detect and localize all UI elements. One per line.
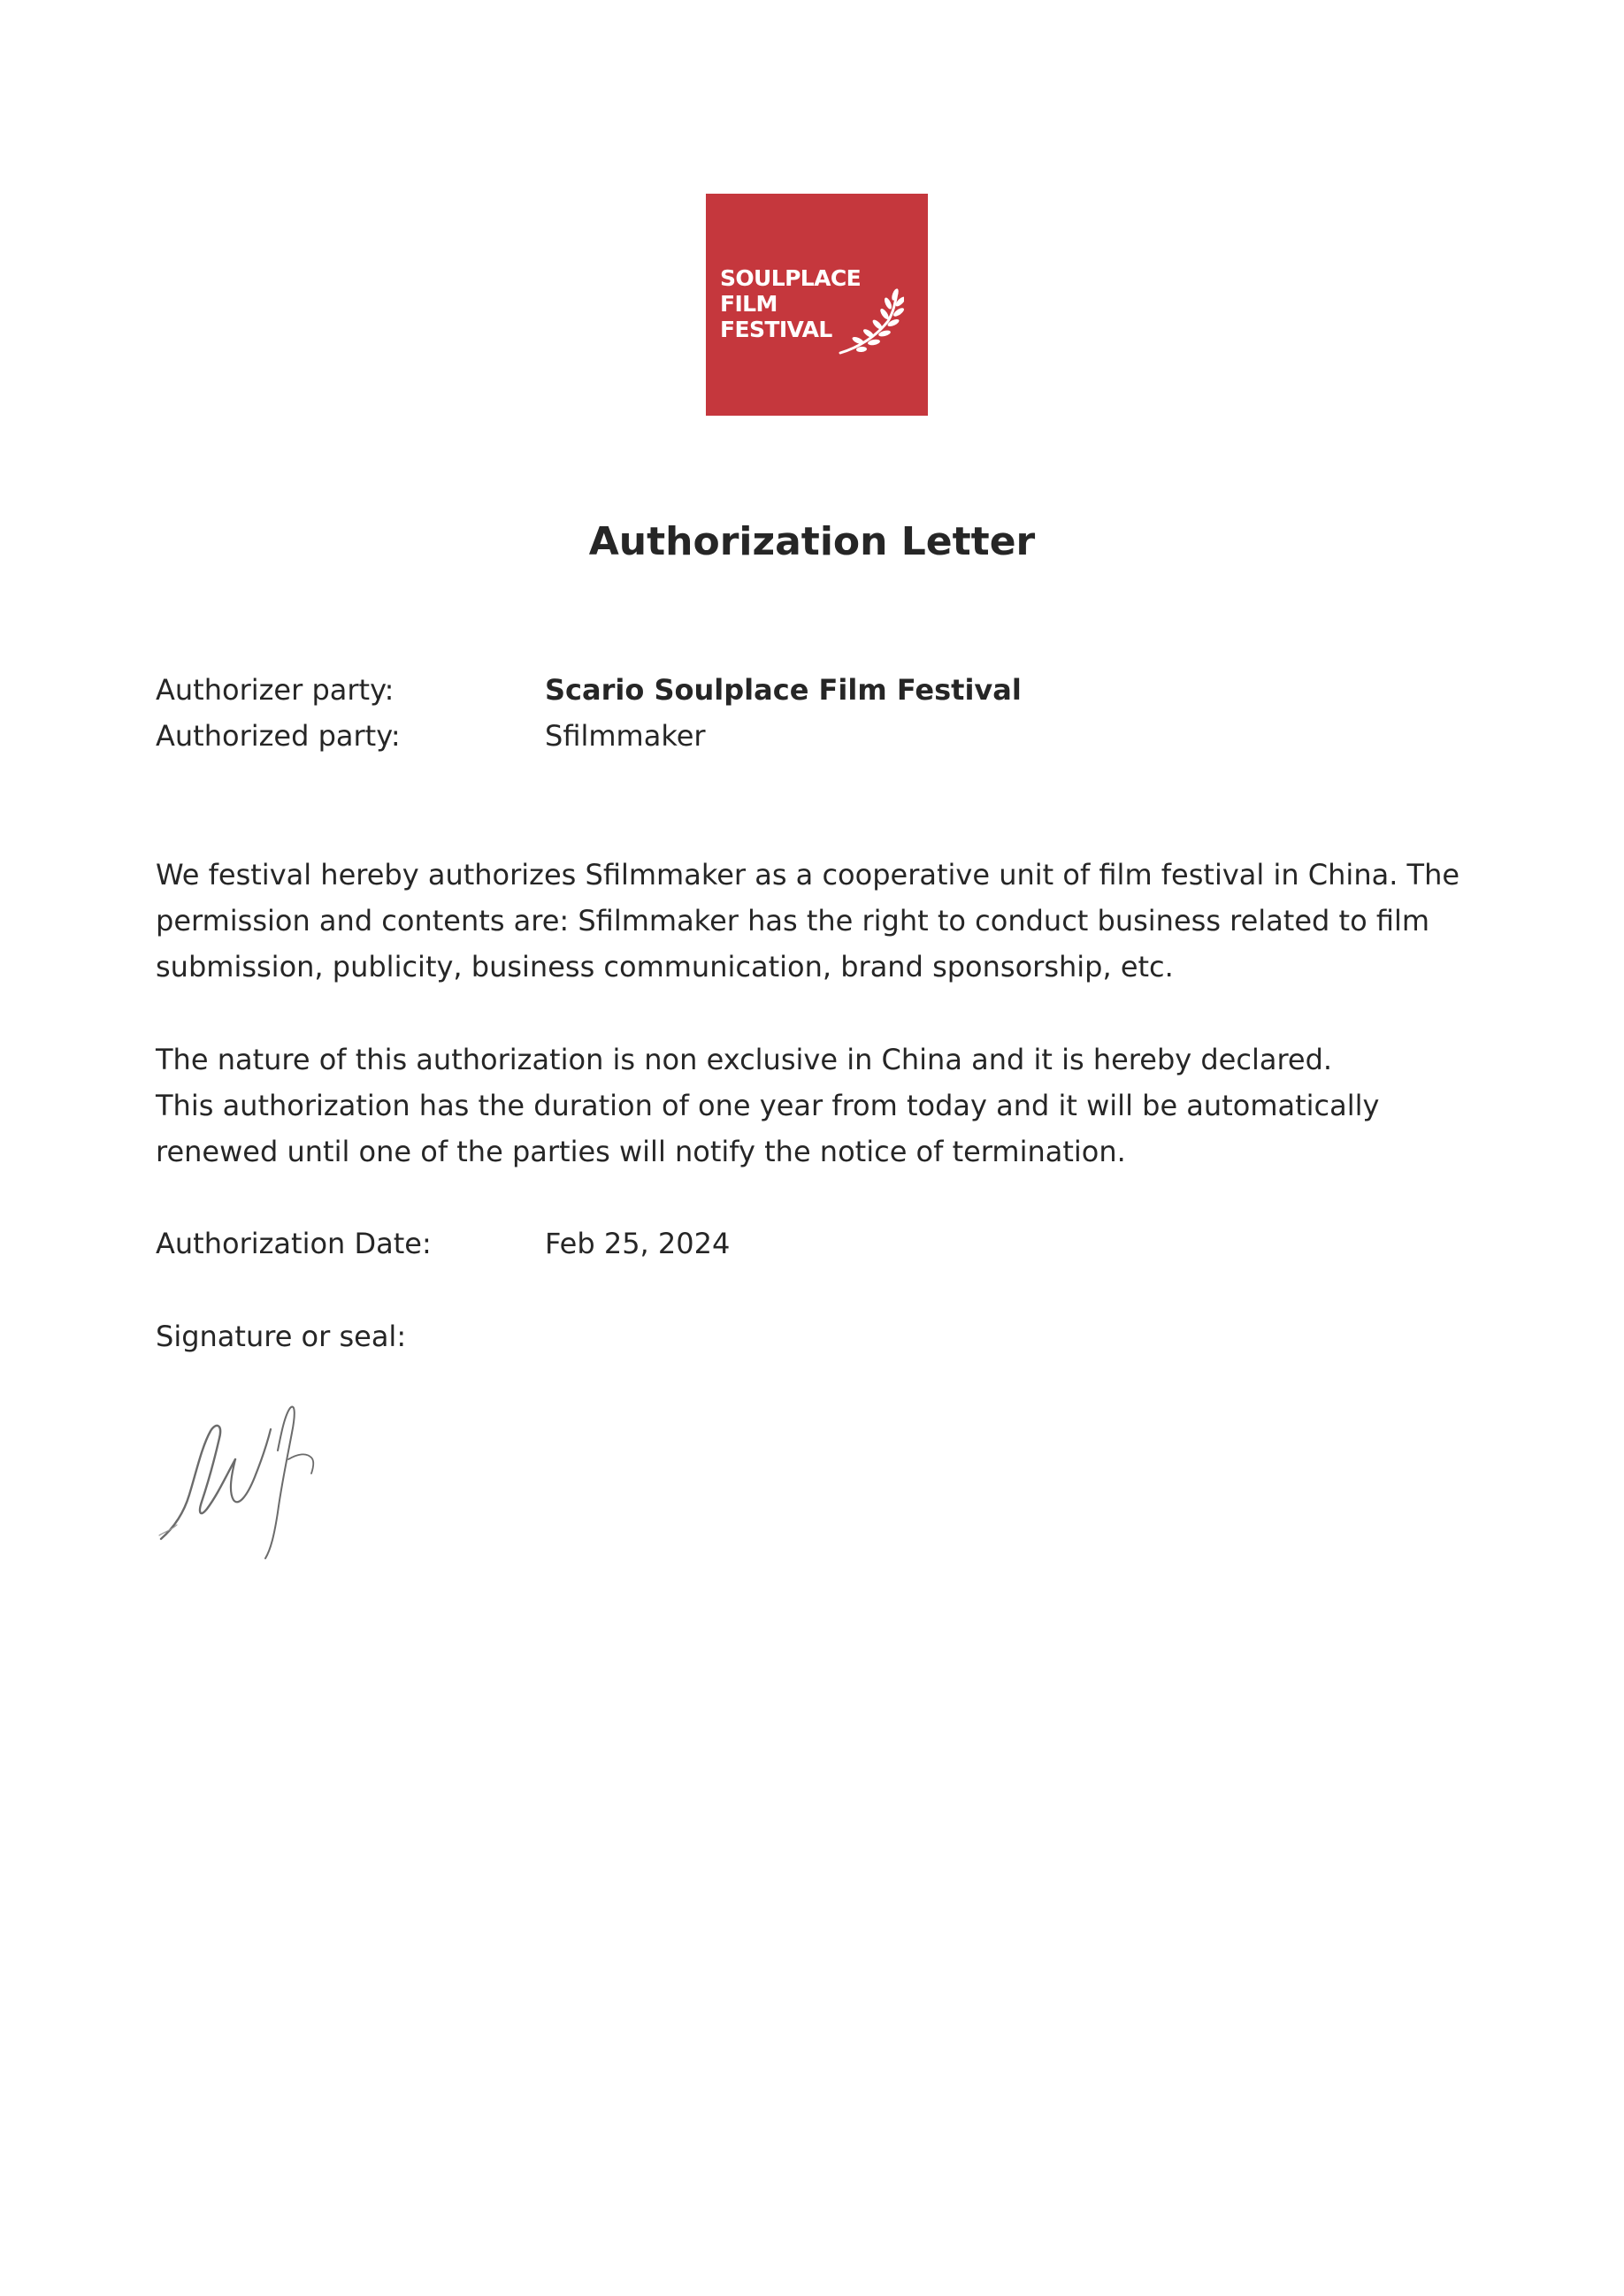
authorized-label: Authorized party:	[156, 719, 401, 753]
signature-image	[156, 1362, 324, 1565]
paragraph-line: We festival hereby authorizes Sfilmmaker as a cooperative unit of film festival in China. The	[156, 858, 1460, 892]
logo-line-1: SOULPLACE	[720, 265, 862, 291]
page-title: Authorization Letter	[588, 519, 1036, 564]
terms-paragraph	[156, 1037, 1500, 1175]
authorizer-label: Authorizer party:	[156, 673, 395, 707]
authorizer-value: Scario Soulplace Film Festival	[545, 673, 1022, 707]
date-value: Feb 25, 2024	[545, 1227, 731, 1260]
paragraph-line: This authorization has the duration of one year from today and it will be automatically	[156, 1089, 1380, 1122]
signature-label: Signature or seal:	[156, 1320, 407, 1353]
festival-logo	[706, 194, 928, 416]
date-label: Authorization Date:	[156, 1227, 432, 1260]
paragraph-line: renewed until one of the parties will notify the notice of termination.	[156, 1135, 1126, 1168]
paragraph-line: permission and contents are: Sfilmmaker has the right to conduct business related to film	[156, 904, 1430, 938]
authorization-paragraph	[156, 852, 1500, 990]
paragraph-line: The nature of this authorization is non exclusive in China and it is hereby declared.	[156, 1043, 1333, 1076]
authorized-value: Sfilmmaker	[545, 719, 706, 753]
logo-line-2: FILM	[720, 291, 778, 317]
paragraph-line: submission, publicity, business communication, brand sponsorship, etc.	[156, 950, 1174, 983]
laurel-branch-icon	[837, 287, 904, 358]
logo-line-3: FESTIVAL	[720, 317, 832, 342]
